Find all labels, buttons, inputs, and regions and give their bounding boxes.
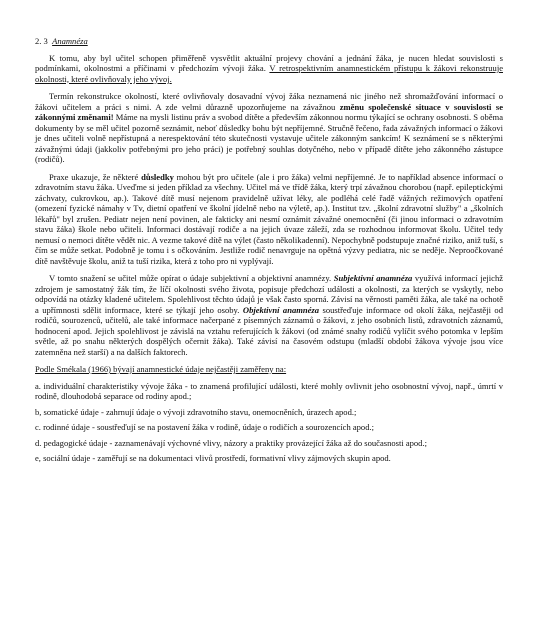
paragraph-reconstruction-text-1: Termín rekonstrukce okolností, které ovlivňovaly dosavadní vývoj žáka neznamená nic jiného než shromažďování informací o žákovi učitelem a práci s nimi. A zde velmi důrazně upozorňujeme na závažnou [35, 91, 503, 112]
paragraph-reconstruction [35, 91, 503, 165]
paragraph-practice-text-1: Praxe ukazuje, že některé [49, 171, 142, 182]
paragraph-reconstruction-bold: změnu společenské situace v souvislosti se zákonnými změnami! [35, 101, 503, 122]
paragraph-practice-text-2: mohou být pro učitele (ale i pro žáka) velmi nepříjemné. Je to například absence informací o zdravotním stavu žáka. Uveďme si jeden příklad za všechny. Učitel má ve třídě žáka, který trpí závažnou chorobou (např. epileptickými záchvaty, cukrovkou, ap.). Takové dítě musí nejenom pravidelně užívat léky, ale podléhá celé řadě vážných režimových opatření (omezení fyzické námahy v Tv, dietní opatření ve školní jídelně nebo na výletě, ap.). Institut tzv. „školní zdravotní služby" a „školních lékařů" byl zrušen. Pediatr nejen není povinen, ale fakticky ani nesmí oznámit závažné onemocnění (či jinou informaci o zdravotním stavu žáka) škole nebo učiteli. Informaci dostávají rodiče a na jejich úvaze záleží, zda se rozhodnou informovat školu. Učitel tedy nemusí o nemoci dítěte vědět nic. A vezme takové dítě na výlet (často několikadenní). Nepochybně podstupuje značné riziko, aniž tuší, s čím se může setkat. Podobně je tomu i s očkováním. Jestliže rodič nenavrguje na opětná výzvy pediatra, nic se neděje. Neproočkované dítě navštěvuje školu, aniž ta tuší rizika, která z toho pro ni vyplývají. [35, 171, 503, 266]
paragraph-anamnesis-text-3: soustřeďuje informace od okolí žáka, nejčastěji od rodičů, sourozenců, učitelů, ale také informace načerpané z písemných záznamů o žákovi, z jeho osobních listů, zdravotních záznamů, hodnocení apod. Jejich spolehlivost je závislá na vztahu referujících k žákovi (od známé snahy rodičů vylíčit svého potomka v lepším světle, až po snahu některých dospělých očernit žáka). Také závisí na časovém odstupu (mladší období žákova vývoje jsou více zatemněna než starší) a na dalších faktorech. [35, 304, 503, 357]
paragraph-practice-bold: důsledky [141, 171, 174, 182]
paragraph-reconstruction-text-2: Máme na mysli listinu práv a svobod dítěte a především zákonnou normu týkající se ochrany osobnosti. S oběma dokumenty by se měl učitel pozorně seznámit, neboť důsledky bohu být nepříjemné. Stručně řečeno, řada závažných informací o žákovi je dnes učiteli volně nepřístupná a nerespektování této skutečnosti vystavuje učitele zákonným sankcím! K seznámení se s některými závažnými údaji (jakkoliv potřebnými pro jeho práci) je potřebný souhlas dotyčného, nebo v případě dítěte jeho zákonného zástupce (rodičů). [35, 112, 503, 164]
objective-anamnesis-term: Objektivní anamnéza [242, 304, 320, 315]
paragraph-intro-underlined: V retrospektivním anamnestickém přístupu k žákovi rekonstruuje okolnosti, které ovlivňovaly jeho vývoj. [35, 63, 503, 84]
list-intro: Podle Smékala (1966) bývají anamnestické údaje nejčastěji zaměřeny na: [35, 364, 287, 374]
document-page [35, 36, 503, 469]
section-number: 2. 3 [35, 36, 48, 46]
list-item: e, sociální údaje - zaměřují se na dokumentaci vlivů prostředí, formativní vlivy zájmových skupin apod. [35, 453, 391, 463]
section-title: Anamnéza [52, 36, 88, 46]
list-item: d. pedagogické údaje - zaznamenávají výchovné vlivy, názory a praktiky provázející žáka až do současnosti apod.; [35, 437, 427, 448]
paragraph-practice [35, 172, 503, 267]
list-item: a. individuální charakteristiky vývoje žáka - to znamená profilující události, které mohly ovlivnit jeho osobnostní vývoj, např., úmrtí v rodině, dlouhodobá separace od rodiny apod.; [35, 380, 503, 401]
list-item: c. rodinné údaje - soustřeďují se na postavení žáka v rodině, údaje o rodičích a sourozencích apod.; [35, 422, 374, 432]
paragraph-intro-text: K tomu, aby byl učitel schopen přiměřeně vysvětlit aktuální projevy chování a jednání žáka, je nucen hledat souvislosti s podmínkami, okolnostmi a příčinami v předchozím vývoji žáka. [35, 52, 503, 73]
paragraph-intro [35, 53, 503, 85]
paragraph-anamnesis-types [35, 273, 503, 357]
paragraph-anamnesis-text-1: V tomto snažení se učitel může opírat o údaje subjektivní a objektivní anamnézy. [49, 273, 334, 283]
subjective-anamnesis-term: Subjektivní anamnéza [333, 273, 413, 283]
paragraph-anamnesis-text-2: využívá informací jejichž zdrojem je samostatný žák tím, že líčí okolnosti svého života, popisuje předchozí události a okolnosti, za kterých se vyskytly, nebo odpovídá na otázky kladené učitelem. Spolehlivost těchto údajů je však často sporná. Závisí na věrnosti paměti žáka, ale také na ochotě a upřímnosti sdělit informace, které se týkají jeho osoby. [35, 273, 504, 315]
list-item: b, somatické údaje - zahrnují údaje o vývoji zdravotního stavu, onemocněních, úrazech apod.; [35, 406, 357, 417]
section-heading [35, 36, 503, 47]
